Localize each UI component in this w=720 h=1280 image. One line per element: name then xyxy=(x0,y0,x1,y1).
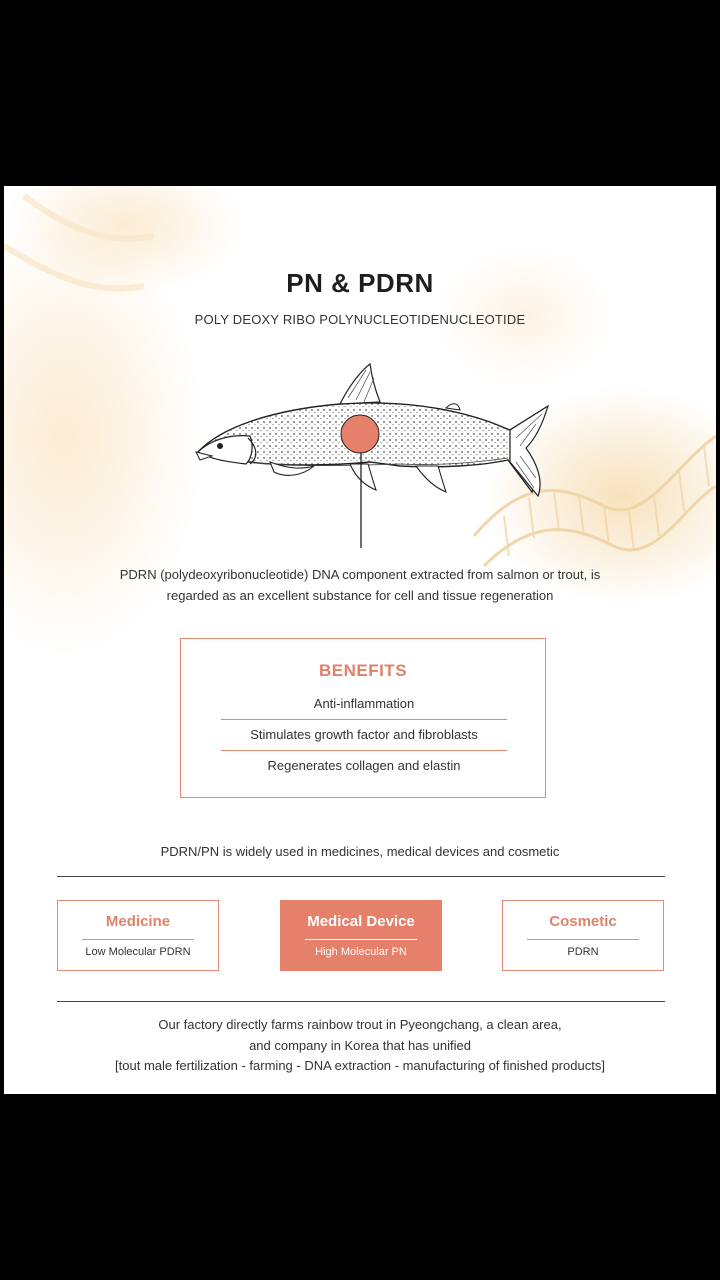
benefit-item: Stimulates growth factor and fibroblasts xyxy=(221,720,507,751)
footer-text: Our factory directly farms rainbow trout in Pyeongchang, a clean area, and company in Korea that has unified [tout male fertilization - farming - DNA extraction - manufacturing of finished products] xyxy=(115,1017,605,1073)
benefit-item: Regenerates collagen and elastin xyxy=(267,758,461,773)
category-medical-device xyxy=(280,900,442,971)
category-subtitle: Low Molecular PDRN xyxy=(85,946,191,958)
page-subtitle: POLY DEOXY RIBO POLYNUCLEOTIDENUCLEOTIDE xyxy=(194,312,526,327)
page-title: PN & PDRN xyxy=(286,268,434,298)
description-text: PDRN (polydeoxyribonucleotide) DNA component extracted from salmon or trout, is regarded as an excellent substance for cell and tissue regeneration xyxy=(119,567,601,603)
usage-text: PDRN/PN is widely used in medicines, medical devices and cosmetic xyxy=(160,844,560,859)
benefit-item: Anti-inflammation xyxy=(221,689,507,720)
category-subtitle: PDRN xyxy=(567,946,599,958)
category-title: Medical Device xyxy=(307,913,415,930)
divider xyxy=(82,939,194,940)
benefits-title: BENEFITS xyxy=(318,661,408,680)
divider xyxy=(57,1001,665,1002)
category-medicine xyxy=(57,900,219,971)
divider xyxy=(527,939,639,940)
divider xyxy=(305,939,417,940)
category-subtitle: High Molecular PN xyxy=(315,946,407,958)
category-title: Medicine xyxy=(105,913,171,930)
divider xyxy=(57,876,665,877)
benefits-box xyxy=(180,638,546,798)
salmon-trout-icon xyxy=(190,348,560,548)
category-title: Cosmetic xyxy=(549,913,617,930)
info-card xyxy=(4,186,716,1094)
category-cosmetic xyxy=(502,900,664,971)
